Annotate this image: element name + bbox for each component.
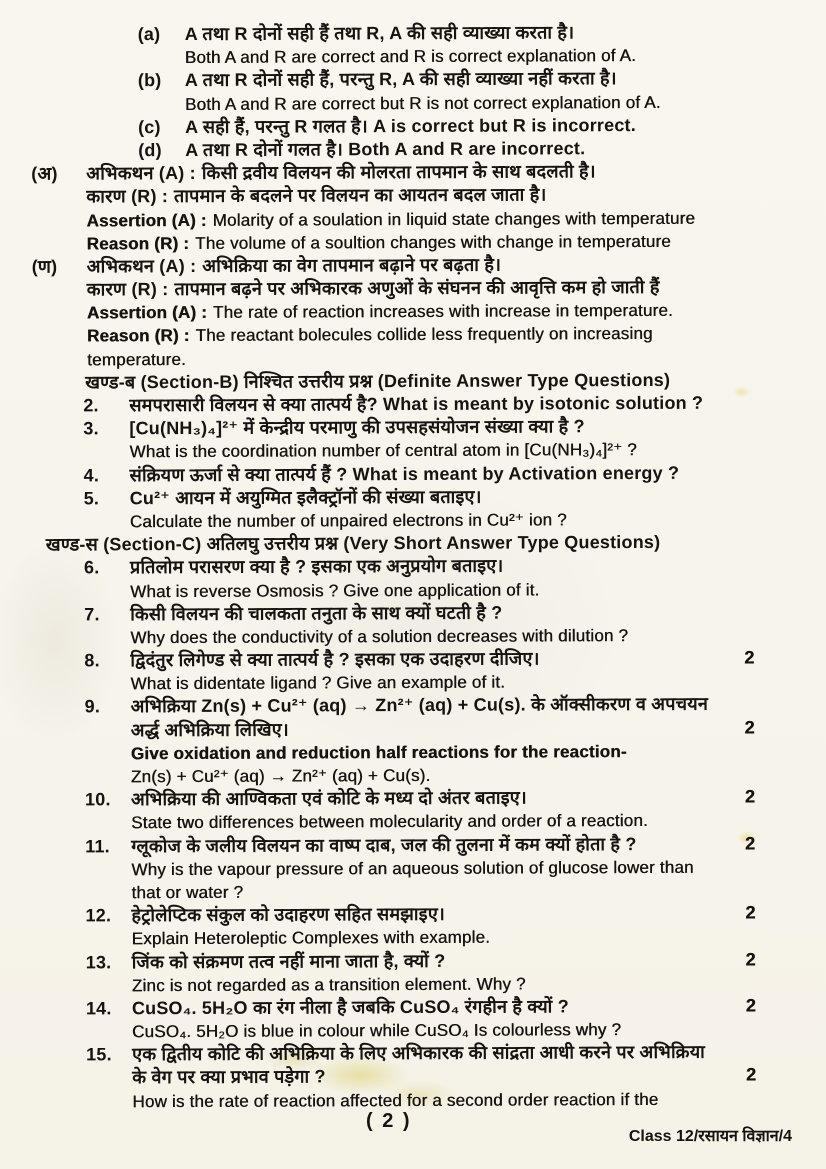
line-text: What is didentate ligand ? Give an example of it. (130, 672, 506, 694)
line-prefix: कारण (R) : (86, 186, 169, 207)
line-text: that or water ? (131, 882, 244, 903)
line-prefix: अभिकथन (A) : (86, 163, 196, 184)
line-label: (ण) (31, 256, 58, 277)
line-prefix: Assertion (A) : (86, 210, 207, 230)
line-prefix: अभिकथन (A) : (86, 255, 197, 277)
line-prefix: कारण (R) : (86, 279, 169, 300)
line-text: प्रतिलोम परासरण क्या है ? इसका एक अनुप्रयोग बताइए। (129, 555, 504, 578)
line-text: The reactant bolecules collide less frequently on increasing (195, 324, 653, 346)
line-text: Give oxidation and reduction half reactions for the reaction- (130, 741, 627, 764)
line-text: Molarity of a soulation in liquid state changes with temperature (212, 208, 696, 230)
line-label: 13. (85, 951, 112, 972)
line-text: The volume of a soultion changes with change in temperature (195, 231, 671, 253)
line-text: CuSO₄. 5H₂O is blue in colour while CuSO₄ Is colourless why ? (131, 1020, 622, 1042)
line-label: 7. (84, 604, 100, 625)
line-text: A तथा R दोनों सही हैं तथा R, A की सही व्याख्या करता है। (184, 22, 575, 44)
line-label: (अ) (31, 163, 58, 184)
line-text: State two differences between molecularity and order of a reaction. (131, 811, 648, 833)
line-prefix: Reason (R) : (86, 233, 190, 254)
line-label: 5. (83, 488, 100, 509)
marks-value: 2 (745, 902, 756, 923)
line-text: जिंक को संक्रमण तत्व नहीं माना जाता है, क्यों ? (131, 950, 446, 972)
line-text: तापमान के बदलने पर विलयन का आयतन बदल जाता है। (173, 184, 547, 207)
marks-value: 2 (745, 949, 756, 970)
line-text: Why does the conductivity of a solution decreases with dilution ? (130, 625, 629, 648)
line-text: Explain Heteroleptic Complexes with example. (131, 927, 491, 949)
line-text: द्विदंतुर लिगेण्ड से क्या तात्पर्य है ? इसका एक उदाहरण दीजिए। (130, 648, 540, 671)
line-prefix: Assertion (A) : (86, 303, 208, 323)
line-text: Zn(s) + Cu²⁺ (aq) → Zn²⁺ (aq) + Cu(s). (130, 765, 431, 787)
line-text: के वेग पर क्या प्रभाव पड़ेगा ? (132, 1066, 326, 1088)
marks-value: 2 (744, 833, 756, 854)
line-label: (c) (138, 116, 161, 137)
document-body (0, 20, 826, 1113)
line-text: What is the coordination number of central atom in [Cu(NH₃)₄]²⁺ ? (129, 440, 637, 462)
line-label: 9. (84, 696, 101, 717)
line-label: 8. (84, 650, 100, 671)
line-label: (a) (137, 24, 161, 45)
marks-value: 2 (745, 1064, 757, 1085)
line-label: 6. (83, 557, 100, 578)
line-label: 4. (83, 464, 100, 485)
line-label: 3. (83, 418, 99, 439)
line-text: Both A and R are correct and R is correct explanation of A. (184, 46, 637, 68)
line-text: [Cu(NH₃)₄]²⁺ में केन्द्रीय परमाणु की उपसहसंयोजन संख्या क्या है ? (129, 416, 585, 439)
line-text: समपरासारी विलयन से क्या तात्पर्य है? What is meant by isotonic solution ? (129, 392, 704, 416)
line-text: अभिक्रिया का वेग तापमान बढ़ाने पर बढ़ता है। (202, 254, 502, 276)
line-label: 15. (86, 1044, 112, 1065)
line-text: संक्रियण ऊर्जा से क्या तात्पर्य हैं ? What is meant by Activation energy ? (129, 462, 680, 485)
line-text: Zinc is not regarded as a transition element. Why ? (131, 974, 526, 995)
line-text: A तथा R दोनों सही हैं, परन्तु R, A की सही व्याख्या नहीं करता है। (184, 68, 617, 91)
line-label: 11. (85, 835, 110, 856)
marks-value: 2 (745, 995, 756, 1016)
line-text: एक द्वितीय कोटि की अभिक्रिया के लिए अभिकारक की सांद्रता आधी करने पर अभिक्रिया (132, 1041, 706, 1065)
marks-value: 2 (744, 786, 756, 807)
line-label: (b) (137, 70, 162, 91)
line-text: Calculate the number of unpaired electrons in Cu²⁺ ion ? (129, 510, 567, 532)
text-line (2, 1087, 826, 1114)
line-text: अर्द्ध अभिक्रिया लिखिए। (130, 719, 289, 740)
line-label: 14. (85, 998, 112, 1019)
line-text: अभिक्रिया Zn(s) + Cu²⁺ (aq) → Zn²⁺ (aq) + Cu(s). के ऑक्सीकरण व अपचयन (130, 694, 709, 717)
line-text: temperature. (87, 349, 186, 370)
line-prefix: Reason (R) : (86, 326, 190, 346)
line-text: Cu²⁺ आयन में अयुग्मित इलैक्ट्रॉनों की संख्या बताइए। (129, 486, 482, 508)
line-text: The rate of reaction increases with increase in temperature. (212, 301, 673, 323)
line-label: 2. (83, 395, 99, 416)
line-text: खण्ड-स (Section-C) अतिलघु उत्तरीय प्रश्न (Very Short Answer Type Questions) (45, 532, 661, 555)
page-number: ( 2 ) (366, 1110, 412, 1132)
line-text: तापमान बढ़ने पर अभिकारक अणुओं के संघनन की आवृत्ति कम हो जाती हैं (174, 276, 660, 300)
line-text: Why is the vapour pressure of an aqueous solution of glucose lower than (131, 857, 694, 879)
line-label: 10. (84, 789, 111, 810)
line-text: अभिक्रिया की आण्विकता एवं कोटि के मध्य दो अंतर बताइए। (130, 787, 527, 810)
line-text: ग्लूकोज के जलीय विलयन का वाष्प दाब, जल की तुलना में कम क्यों होता है ? (131, 833, 637, 856)
document-reference: Class 12/रसायन विज्ञान/4 (628, 1128, 792, 1145)
line-text: How is the rate of reaction affected for a second order reaction if the (132, 1089, 659, 1111)
line-text: किसी विलयन की चालकता तनुता के साथ क्यों घटती है ? (130, 602, 503, 624)
line-text: A तथा R दोनों गलत है। Both A and R are incorrect. (185, 138, 586, 160)
line-text: किसी द्रवीय विलयन की मोलरता तापमान के साथ बदलती है। (201, 161, 596, 184)
line-text: Both A and R are correct but R is not correct explanation of A. (184, 92, 661, 114)
line-text: खण्ड-ब (Section-B) निश्चित उत्तरीय प्रश्न (Definite Answer Type Questions) (85, 369, 671, 393)
marks-value: 2 (744, 717, 755, 738)
line-text: हेट्रोलेप्टिक संकुल को उदाहरण सहित समझाइए। (131, 903, 446, 926)
line-label: 12. (85, 905, 112, 926)
line-text: CuSO₄. 5H₂O का रंग नीला है जबकि CuSO₄ रंगहीन है क्यों ? (131, 996, 569, 1019)
line-text: What is reverse Osmosis ? Give one application of it. (130, 579, 540, 601)
line-label: (d) (138, 140, 162, 161)
line-text: A सही हैं, परन्तु R गलत है। A is correct but R is incorrect. (185, 114, 636, 137)
marks-value: 2 (744, 647, 755, 668)
